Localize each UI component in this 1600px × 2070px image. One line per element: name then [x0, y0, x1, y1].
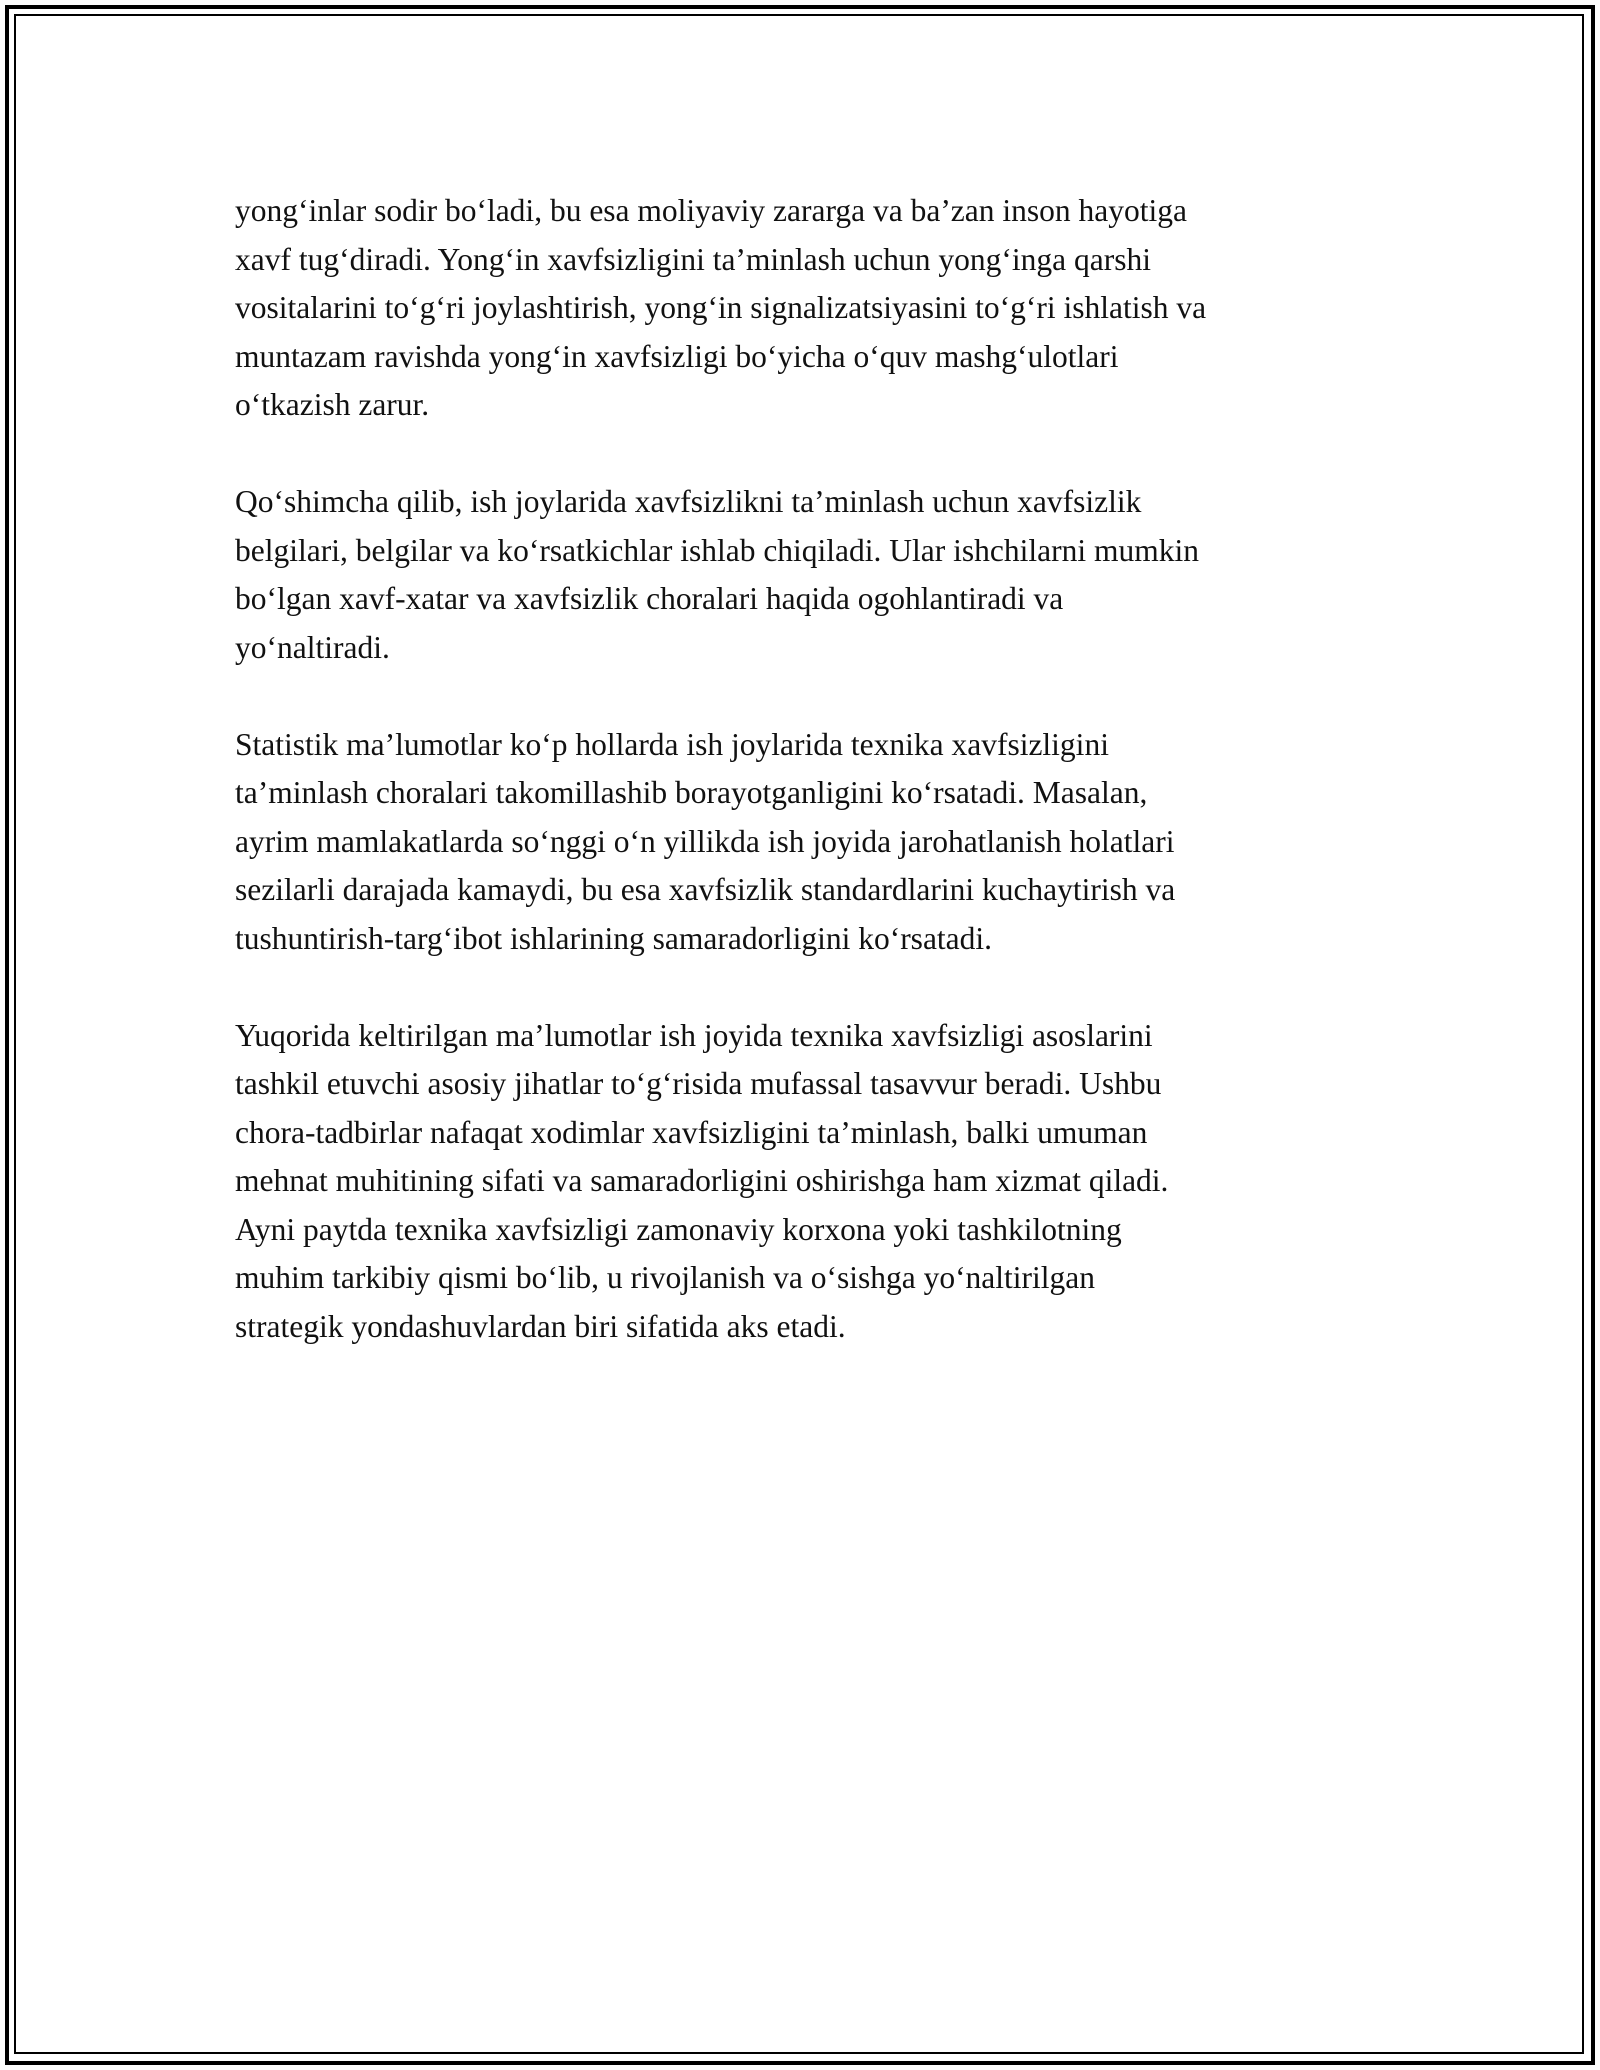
- text-line: o‘tkazish zarur.: [235, 387, 430, 422]
- text-line: tashkil etuvchi asosiy jihatlar to‘g‘risida mufassal tasavvur beradi. Ushbu: [235, 1066, 1162, 1101]
- text-line: chora-tadbirlar nafaqat xodimlar xavfsizligini ta’minlash, balki umuman: [235, 1114, 1148, 1150]
- text-line: muntazam ravishda yong‘in xavfsizligi bo‘yicha o‘quv mashg‘ulotlari: [235, 338, 1119, 374]
- text-line: strategik yondashuvlardan biri sifatida aks etadi.: [235, 1308, 846, 1344]
- text-line: ayrim mamlakatlarda so‘nggi o‘n yillikda ish joyida jarohatlanish holatlari: [235, 823, 1175, 859]
- text-line: muhim tarkibiy qismi bo‘lib, u rivojlanish va o‘sishga yo‘naltirilgan: [235, 1260, 1096, 1295]
- text-line: xavf tug‘diradi. Yong‘in xavfsizligini ta’minlash uchun yong‘inga qarshi: [235, 241, 1151, 277]
- paragraph-safety-signs: [235, 478, 1375, 672]
- paragraph-statistics: [235, 721, 1375, 964]
- text-line: sezilarli darajada kamaydi, bu esa xavfsizlik standardlarini kuchaytirish va: [235, 872, 1176, 907]
- paragraph-conclusion: [235, 1012, 1375, 1352]
- text-line: mehnat muhitining sifati va samaradorligini oshirishga ham xizmat qiladi.: [235, 1163, 1169, 1198]
- text-line: Ayni paytda texnika xavfsizligi zamonaviy korxona yoki tashkilotning: [235, 1211, 1122, 1247]
- text-line: belgilari, belgilar va ko‘rsatkichlar ishlab chiqiladi. Ular ishchilarni mumkin: [235, 532, 1199, 568]
- text-line: vositalarini to‘g‘ri joylashtirish, yong‘in signalizatsiyasini to‘g‘ri ishlatish va: [235, 290, 1207, 325]
- text-line: Yuqorida keltirilgan ma’lumotlar ish joyida texnika xavfsizligi asoslarini: [235, 1017, 1153, 1053]
- document-body: [235, 187, 1375, 1400]
- text-line: tushuntirish-targ‘ibot ishlarining samaradorligini ko‘rsatadi.: [235, 920, 993, 956]
- text-line: yo‘naltiradi.: [235, 629, 390, 665]
- text-line: bo‘lgan xavf-xatar va xavfsizlik choralari haqida ogohlantiradi va: [235, 581, 1064, 616]
- paragraph-fire-safety: [235, 187, 1375, 430]
- text-line: yong‘inlar sodir bo‘ladi, bu esa moliyaviy zararga va ba’zan inson hayotiga: [235, 193, 1187, 228]
- text-line: Statistik ma’lumotlar ko‘p hollarda ish joylarida texnika xavfsizligini: [235, 726, 1109, 762]
- text-line: Qo‘shimcha qilib, ish joylarida xavfsizlikni ta’minlash uchun xavfsizlik: [235, 484, 1142, 519]
- text-line: ta’minlash choralari takomillashib borayotganligini ko‘rsatadi. Masalan,: [235, 775, 1148, 810]
